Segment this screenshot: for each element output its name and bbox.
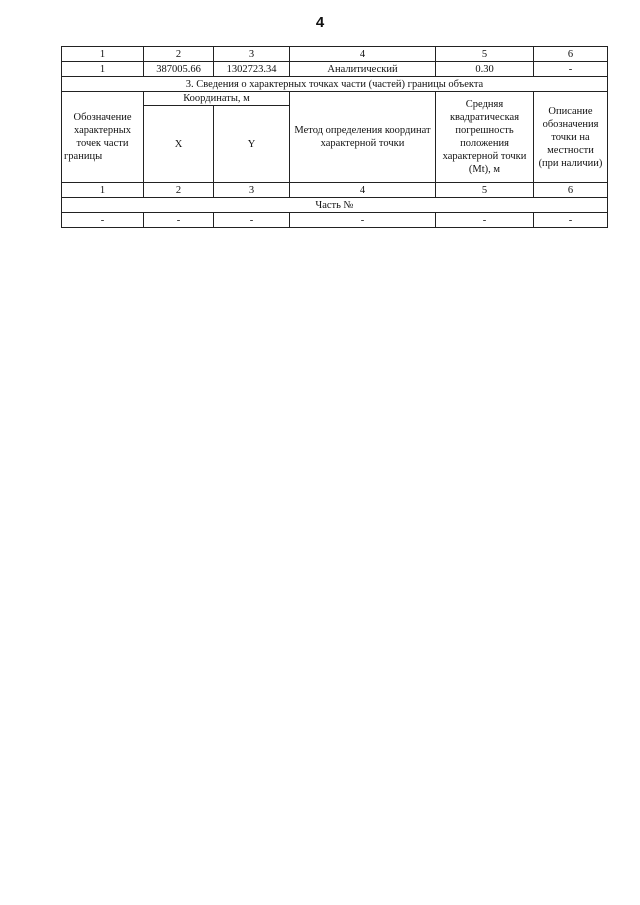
empty-cell: - xyxy=(436,213,534,228)
number-cell: 4 xyxy=(290,183,436,198)
section-title: 3. Сведения о характерных точках части (частей) границы объекта xyxy=(62,77,608,92)
empty-cell: - xyxy=(144,213,214,228)
y-cell: 1302723.34 xyxy=(214,62,290,77)
number-cell: 5 xyxy=(436,183,534,198)
number-cell: 1 xyxy=(62,183,144,198)
coordinates-table xyxy=(61,46,608,228)
section-title-row xyxy=(62,77,608,92)
empty-cell: - xyxy=(214,213,290,228)
y-header: Y xyxy=(214,106,290,183)
description-cell: - xyxy=(534,62,608,77)
table-row xyxy=(62,213,608,228)
empty-cell: - xyxy=(62,213,144,228)
number-cell: 2 xyxy=(144,183,214,198)
designation-header: Обозначение характерных точек части границы xyxy=(62,92,144,183)
number-cell: 3 xyxy=(214,183,290,198)
point-cell: 1 xyxy=(62,62,144,77)
part-label-row xyxy=(62,198,608,213)
section-header-row xyxy=(62,92,608,106)
coordinates-header: Координаты, м xyxy=(144,92,290,106)
header-cell: 3 xyxy=(214,47,290,62)
empty-cell: - xyxy=(534,213,608,228)
method-cell: Аналитический xyxy=(290,62,436,77)
header-cell: 5 xyxy=(436,47,534,62)
header-cell: 6 xyxy=(534,47,608,62)
header-cell: 2 xyxy=(144,47,214,62)
numbering-row xyxy=(62,183,608,198)
method-header: Метод определения координат характерной точки xyxy=(290,92,436,183)
table-header-row xyxy=(62,47,608,62)
header-cell: 1 xyxy=(62,47,144,62)
description-header: Описание обозначения точки на местности (при наличии) xyxy=(534,92,608,183)
x-header: X xyxy=(144,106,214,183)
accuracy-header: Средняя квадратическая погрешность положения характерной точки (Mt), м xyxy=(436,92,534,183)
header-cell: 4 xyxy=(290,47,436,62)
part-label: Часть № xyxy=(62,198,608,213)
number-cell: 6 xyxy=(534,183,608,198)
page-number: 4 xyxy=(315,14,325,31)
table-row xyxy=(62,62,608,77)
accuracy-cell: 0.30 xyxy=(436,62,534,77)
x-cell: 387005.66 xyxy=(144,62,214,77)
empty-cell: - xyxy=(290,213,436,228)
